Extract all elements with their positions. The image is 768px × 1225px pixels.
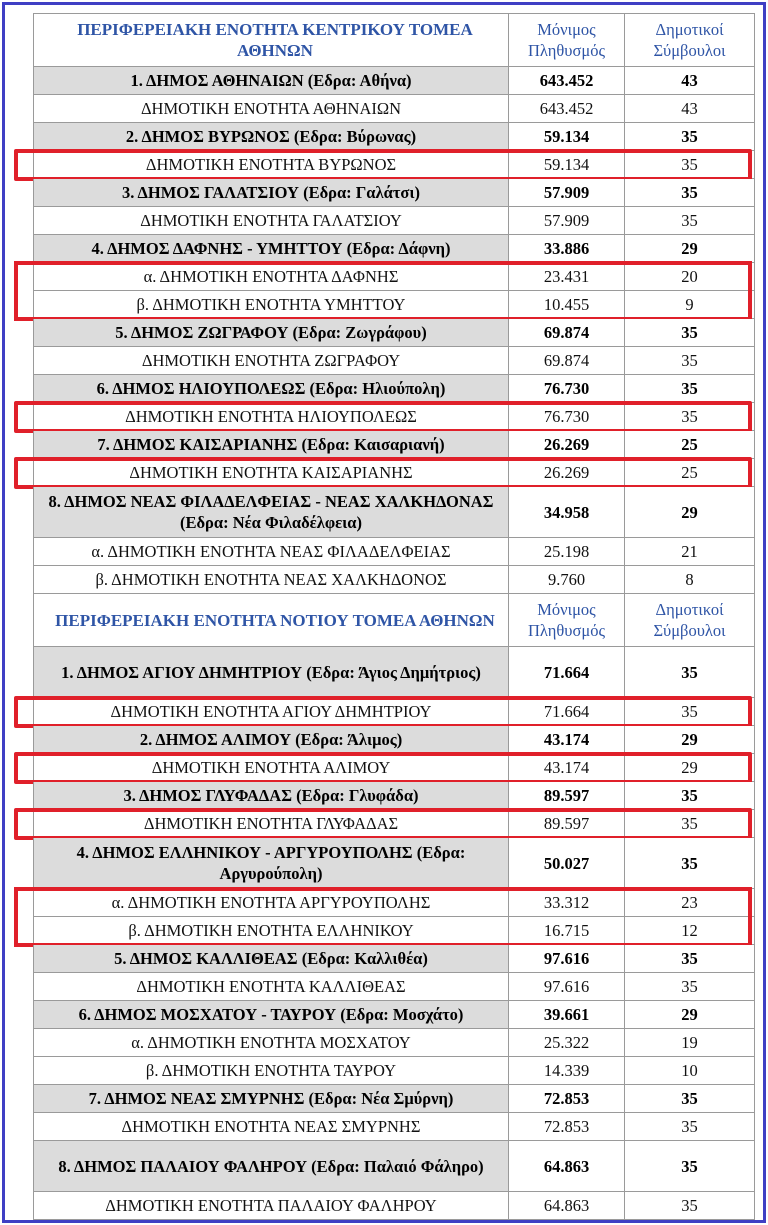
municipal-unit-row — [33, 263, 755, 291]
councillors-value: 29 — [625, 754, 755, 781]
population-value: 25.198 — [509, 538, 625, 565]
councillors-value: 19 — [625, 1029, 755, 1056]
councillors-value: 35 — [625, 810, 755, 837]
municipality-row — [33, 375, 755, 403]
municipality-row — [33, 782, 755, 810]
councillors-value: 23 — [625, 889, 755, 916]
section-title: ΠΕΡΙΦΕΡΕΙΑΚΗ ΕΝΟΤΗΤΑ ΝΟΤΙΟΥ ΤΟΜΕΑ ΑΘΗΝΩΝ — [33, 594, 509, 646]
population-value: 71.664 — [509, 647, 625, 697]
population-value: 89.597 — [509, 782, 625, 809]
councillors-value: 25 — [625, 459, 755, 486]
column-header-councillors: Δημοτικοί Σύμβουλοι — [625, 14, 755, 66]
municipality-row — [33, 123, 755, 151]
councillors-value: 35 — [625, 123, 755, 150]
unit-name: ΔΗΜΟΤΙΚΗ ΕΝΟΤΗΤΑ ΠΑΛΑΙΟΥ ΦΑΛΗΡΟΥ — [33, 1192, 509, 1219]
councillors-value: 29 — [625, 1001, 755, 1028]
councillors-value: 35 — [625, 151, 755, 178]
municipality-row — [33, 945, 755, 973]
councillors-value: 35 — [625, 647, 755, 697]
councillors-value: 29 — [625, 726, 755, 753]
unit-name: ΔΗΜΟΤΙΚΗ ΕΝΟΤΗΤΑ ΑΘΗΝΑΙΩΝ — [33, 95, 509, 122]
councillors-value: 8 — [625, 566, 755, 593]
municipal-unit-row — [33, 403, 755, 431]
population-value: 23.431 — [509, 263, 625, 290]
population-value: 43.174 — [509, 726, 625, 753]
municipal-unit-row — [33, 698, 755, 726]
municipal-unit-row — [33, 291, 755, 319]
population-value: 643.452 — [509, 95, 625, 122]
population-value: 33.312 — [509, 889, 625, 916]
councillors-value: 35 — [625, 698, 755, 725]
population-value: 59.134 — [509, 151, 625, 178]
municipal-unit-row — [33, 1113, 755, 1141]
unit-name: 3. ΔΗΜΟΣ ΓΛΥΦΑΔΑΣ (Εδρα: Γλυφάδα) — [33, 782, 509, 809]
population-value: 59.134 — [509, 123, 625, 150]
municipal-unit-row — [33, 754, 755, 782]
municipalities-table — [33, 13, 755, 1220]
municipality-row — [33, 319, 755, 347]
unit-name: α. ΔΗΜΟΤΙΚΗ ΕΝΟΤΗΤΑ ΝΕΑΣ ΦΙΛΑΔΕΛΦΕΙΑΣ — [33, 538, 509, 565]
unit-name: ΔΗΜΟΤΙΚΗ ΕΝΟΤΗΤΑ ΒΥΡΩΝΟΣ — [33, 151, 509, 178]
municipality-row — [33, 1085, 755, 1113]
municipal-unit-row — [33, 95, 755, 123]
municipal-unit-row — [33, 889, 755, 917]
population-value: 33.886 — [509, 235, 625, 262]
section-header — [33, 13, 755, 67]
councillors-value: 35 — [625, 838, 755, 888]
councillors-value: 43 — [625, 95, 755, 122]
population-value: 64.863 — [509, 1141, 625, 1191]
column-header-councillors: Δημοτικοί Σύμβουλοι — [625, 594, 755, 646]
population-value: 97.616 — [509, 973, 625, 1000]
unit-name: ΔΗΜΟΤΙΚΗ ΕΝΟΤΗΤΑ ΑΓΙΟΥ ΔΗΜΗΤΡΙΟΥ — [33, 698, 509, 725]
unit-name: 2. ΔΗΜΟΣ ΒΥΡΩΝΟΣ (Εδρα: Βύρωνας) — [33, 123, 509, 150]
population-value: 643.452 — [509, 67, 625, 94]
unit-name: 6. ΔΗΜΟΣ ΜΟΣΧΑΤΟΥ - ΤΑΥΡΟΥ (Εδρα: Μοσχάτο) — [33, 1001, 509, 1028]
population-value: 26.269 — [509, 431, 625, 458]
municipal-unit-row — [33, 151, 755, 179]
unit-name: 1. ΔΗΜΟΣ ΑΘΗΝΑΙΩΝ (Εδρα: Αθήνα) — [33, 67, 509, 94]
councillors-value: 35 — [625, 1192, 755, 1219]
population-value: 89.597 — [509, 810, 625, 837]
section-header — [33, 594, 755, 647]
municipality-row — [33, 431, 755, 459]
column-header-population: Μόνιμος Πληθυσμός — [509, 14, 625, 66]
councillors-value: 35 — [625, 403, 755, 430]
municipality-row — [33, 647, 755, 698]
unit-name: 3. ΔΗΜΟΣ ΓΑΛΑΤΣΙΟΥ (Εδρα: Γαλάτσι) — [33, 179, 509, 206]
population-value: 34.958 — [509, 487, 625, 537]
unit-name: ΔΗΜΟΤΙΚΗ ΕΝΟΤΗΤΑ ΚΑΙΣΑΡΙΑΝΗΣ — [33, 459, 509, 486]
unit-name: 5. ΔΗΜΟΣ ΖΩΓΡΑΦΟΥ (Εδρα: Ζωγράφου) — [33, 319, 509, 346]
population-value: 64.863 — [509, 1192, 625, 1219]
population-value: 50.027 — [509, 838, 625, 888]
councillors-value: 35 — [625, 375, 755, 402]
councillors-value: 35 — [625, 1085, 755, 1112]
councillors-value: 29 — [625, 487, 755, 537]
councillors-value: 43 — [625, 67, 755, 94]
municipal-unit-row — [33, 207, 755, 235]
unit-name: ΔΗΜΟΤΙΚΗ ΕΝΟΤΗΤΑ ΓΛΥΦΑΔΑΣ — [33, 810, 509, 837]
unit-name: α. ΔΗΜΟΤΙΚΗ ΕΝΟΤΗΤΑ ΜΟΣΧΑΤΟΥ — [33, 1029, 509, 1056]
population-value: 69.874 — [509, 319, 625, 346]
councillors-value: 35 — [625, 945, 755, 972]
unit-name: 7. ΔΗΜΟΣ ΝΕΑΣ ΣΜΥΡΝΗΣ (Εδρα: Νέα Σμύρνη) — [33, 1085, 509, 1112]
unit-name: ΔΗΜΟΤΙΚΗ ΕΝΟΤΗΤΑ ΖΩΓΡΑΦΟΥ — [33, 347, 509, 374]
councillors-value: 12 — [625, 917, 755, 944]
unit-name: 7. ΔΗΜΟΣ ΚΑΙΣΑΡΙΑΝΗΣ (Εδρα: Καισαριανή) — [33, 431, 509, 458]
municipality-row — [33, 726, 755, 754]
unit-name: β. ΔΗΜΟΤΙΚΗ ΕΝΟΤΗΤΑ ΤΑΥΡΟΥ — [33, 1057, 509, 1084]
population-value: 9.760 — [509, 566, 625, 593]
councillors-value: 35 — [625, 179, 755, 206]
municipality-row — [33, 487, 755, 538]
population-value: 43.174 — [509, 754, 625, 781]
councillors-value: 9 — [625, 291, 755, 318]
unit-name: ΔΗΜΟΤΙΚΗ ΕΝΟΤΗΤΑ ΓΑΛΑΤΣΙΟΥ — [33, 207, 509, 234]
unit-name: ΔΗΜΟΤΙΚΗ ΕΝΟΤΗΤΑ ΝΕΑΣ ΣΜΥΡΝΗΣ — [33, 1113, 509, 1140]
population-value: 71.664 — [509, 698, 625, 725]
unit-name: β. ΔΗΜΟΤΙΚΗ ΕΝΟΤΗΤΑ ΝΕΑΣ ΧΑΛΚΗΔΟΝΟΣ — [33, 566, 509, 593]
unit-name: 4. ΔΗΜΟΣ ΕΛΛΗΝΙΚΟΥ - ΑΡΓΥΡΟΥΠΟΛΗΣ (Εδρα: Αργυρούπολη) — [33, 838, 509, 888]
municipal-unit-row — [33, 566, 755, 594]
councillors-value: 21 — [625, 538, 755, 565]
municipality-row — [33, 179, 755, 207]
unit-name: 5. ΔΗΜΟΣ ΚΑΛΛΙΘΕΑΣ (Εδρα: Καλλιθέα) — [33, 945, 509, 972]
unit-name: β. ΔΗΜΟΤΙΚΗ ΕΝΟΤΗΤΑ ΥΜΗΤΤΟΥ — [33, 291, 509, 318]
population-value: 26.269 — [509, 459, 625, 486]
municipal-unit-row — [33, 810, 755, 838]
municipality-row — [33, 67, 755, 95]
municipal-unit-row — [33, 1192, 755, 1220]
unit-name: 2. ΔΗΜΟΣ ΑΛΙΜΟΥ (Εδρα: Άλιμος) — [33, 726, 509, 753]
municipality-row — [33, 1001, 755, 1029]
population-value: 76.730 — [509, 375, 625, 402]
councillors-value: 35 — [625, 207, 755, 234]
population-value: 72.853 — [509, 1113, 625, 1140]
population-value: 97.616 — [509, 945, 625, 972]
unit-name: β. ΔΗΜΟΤΙΚΗ ΕΝΟΤΗΤΑ ΕΛΛΗΝΙΚΟΥ — [33, 917, 509, 944]
councillors-value: 35 — [625, 1113, 755, 1140]
councillors-value: 35 — [625, 319, 755, 346]
unit-name: 8. ΔΗΜΟΣ ΝΕΑΣ ΦΙΛΑΔΕΛΦΕΙΑΣ - ΝΕΑΣ ΧΑΛΚΗΔΟΝΑΣ (Εδρα: Νέα Φιλαδέλφεια) — [33, 487, 509, 537]
unit-name: ΔΗΜΟΤΙΚΗ ΕΝΟΤΗΤΑ ΚΑΛΛΙΘΕΑΣ — [33, 973, 509, 1000]
municipal-unit-row — [33, 973, 755, 1001]
unit-name: 1. ΔΗΜΟΣ ΑΓΙΟΥ ΔΗΜΗΤΡΙΟΥ (Εδρα: Άγιος Δημήτριος) — [33, 647, 509, 697]
councillors-value: 29 — [625, 235, 755, 262]
councillors-value: 20 — [625, 263, 755, 290]
municipal-unit-row — [33, 459, 755, 487]
councillors-value: 35 — [625, 347, 755, 374]
councillors-value: 25 — [625, 431, 755, 458]
municipality-row — [33, 838, 755, 889]
population-value: 39.661 — [509, 1001, 625, 1028]
unit-name: ΔΗΜΟΤΙΚΗ ΕΝΟΤΗΤΑ ΗΛΙΟΥΠΟΛΕΩΣ — [33, 403, 509, 430]
municipal-unit-row — [33, 917, 755, 945]
population-value: 69.874 — [509, 347, 625, 374]
municipal-unit-row — [33, 1057, 755, 1085]
councillors-value: 35 — [625, 973, 755, 1000]
population-value: 76.730 — [509, 403, 625, 430]
municipality-row — [33, 1141, 755, 1192]
municipal-unit-row — [33, 347, 755, 375]
unit-name: α. ΔΗΜΟΤΙΚΗ ΕΝΟΤΗΤΑ ΔΑΦΝΗΣ — [33, 263, 509, 290]
unit-name: ΔΗΜΟΤΙΚΗ ΕΝΟΤΗΤΑ ΑΛΙΜΟΥ — [33, 754, 509, 781]
population-value: 10.455 — [509, 291, 625, 318]
municipality-row — [33, 235, 755, 263]
unit-name: α. ΔΗΜΟΤΙΚΗ ΕΝΟΤΗΤΑ ΑΡΓΥΡΟΥΠΟΛΗΣ — [33, 889, 509, 916]
section-title: ΠΕΡΙΦΕΡΕΙΑΚΗ ΕΝΟΤΗΤΑ ΚΕΝΤΡΙΚΟΥ ΤΟΜΕΑ ΑΘΗΝΩΝ — [33, 14, 509, 66]
municipal-unit-row — [33, 538, 755, 566]
councillors-value: 35 — [625, 782, 755, 809]
population-value: 72.853 — [509, 1085, 625, 1112]
unit-name: 8. ΔΗΜΟΣ ΠΑΛΑΙΟΥ ΦΑΛΗΡΟΥ (Εδρα: Παλαιό Φάληρο) — [33, 1141, 509, 1191]
unit-name: 4. ΔΗΜΟΣ ΔΑΦΝΗΣ - ΥΜΗΤΤΟΥ (Εδρα: Δάφνη) — [33, 235, 509, 262]
population-value: 57.909 — [509, 179, 625, 206]
population-value: 14.339 — [509, 1057, 625, 1084]
column-header-population: Μόνιμος Πληθυσμός — [509, 594, 625, 646]
population-value: 57.909 — [509, 207, 625, 234]
councillors-value: 35 — [625, 1141, 755, 1191]
population-value: 25.322 — [509, 1029, 625, 1056]
councillors-value: 10 — [625, 1057, 755, 1084]
unit-name: 6. ΔΗΜΟΣ ΗΛΙΟΥΠΟΛΕΩΣ (Εδρα: Ηλιούπολη) — [33, 375, 509, 402]
municipal-unit-row — [33, 1029, 755, 1057]
population-value: 16.715 — [509, 917, 625, 944]
